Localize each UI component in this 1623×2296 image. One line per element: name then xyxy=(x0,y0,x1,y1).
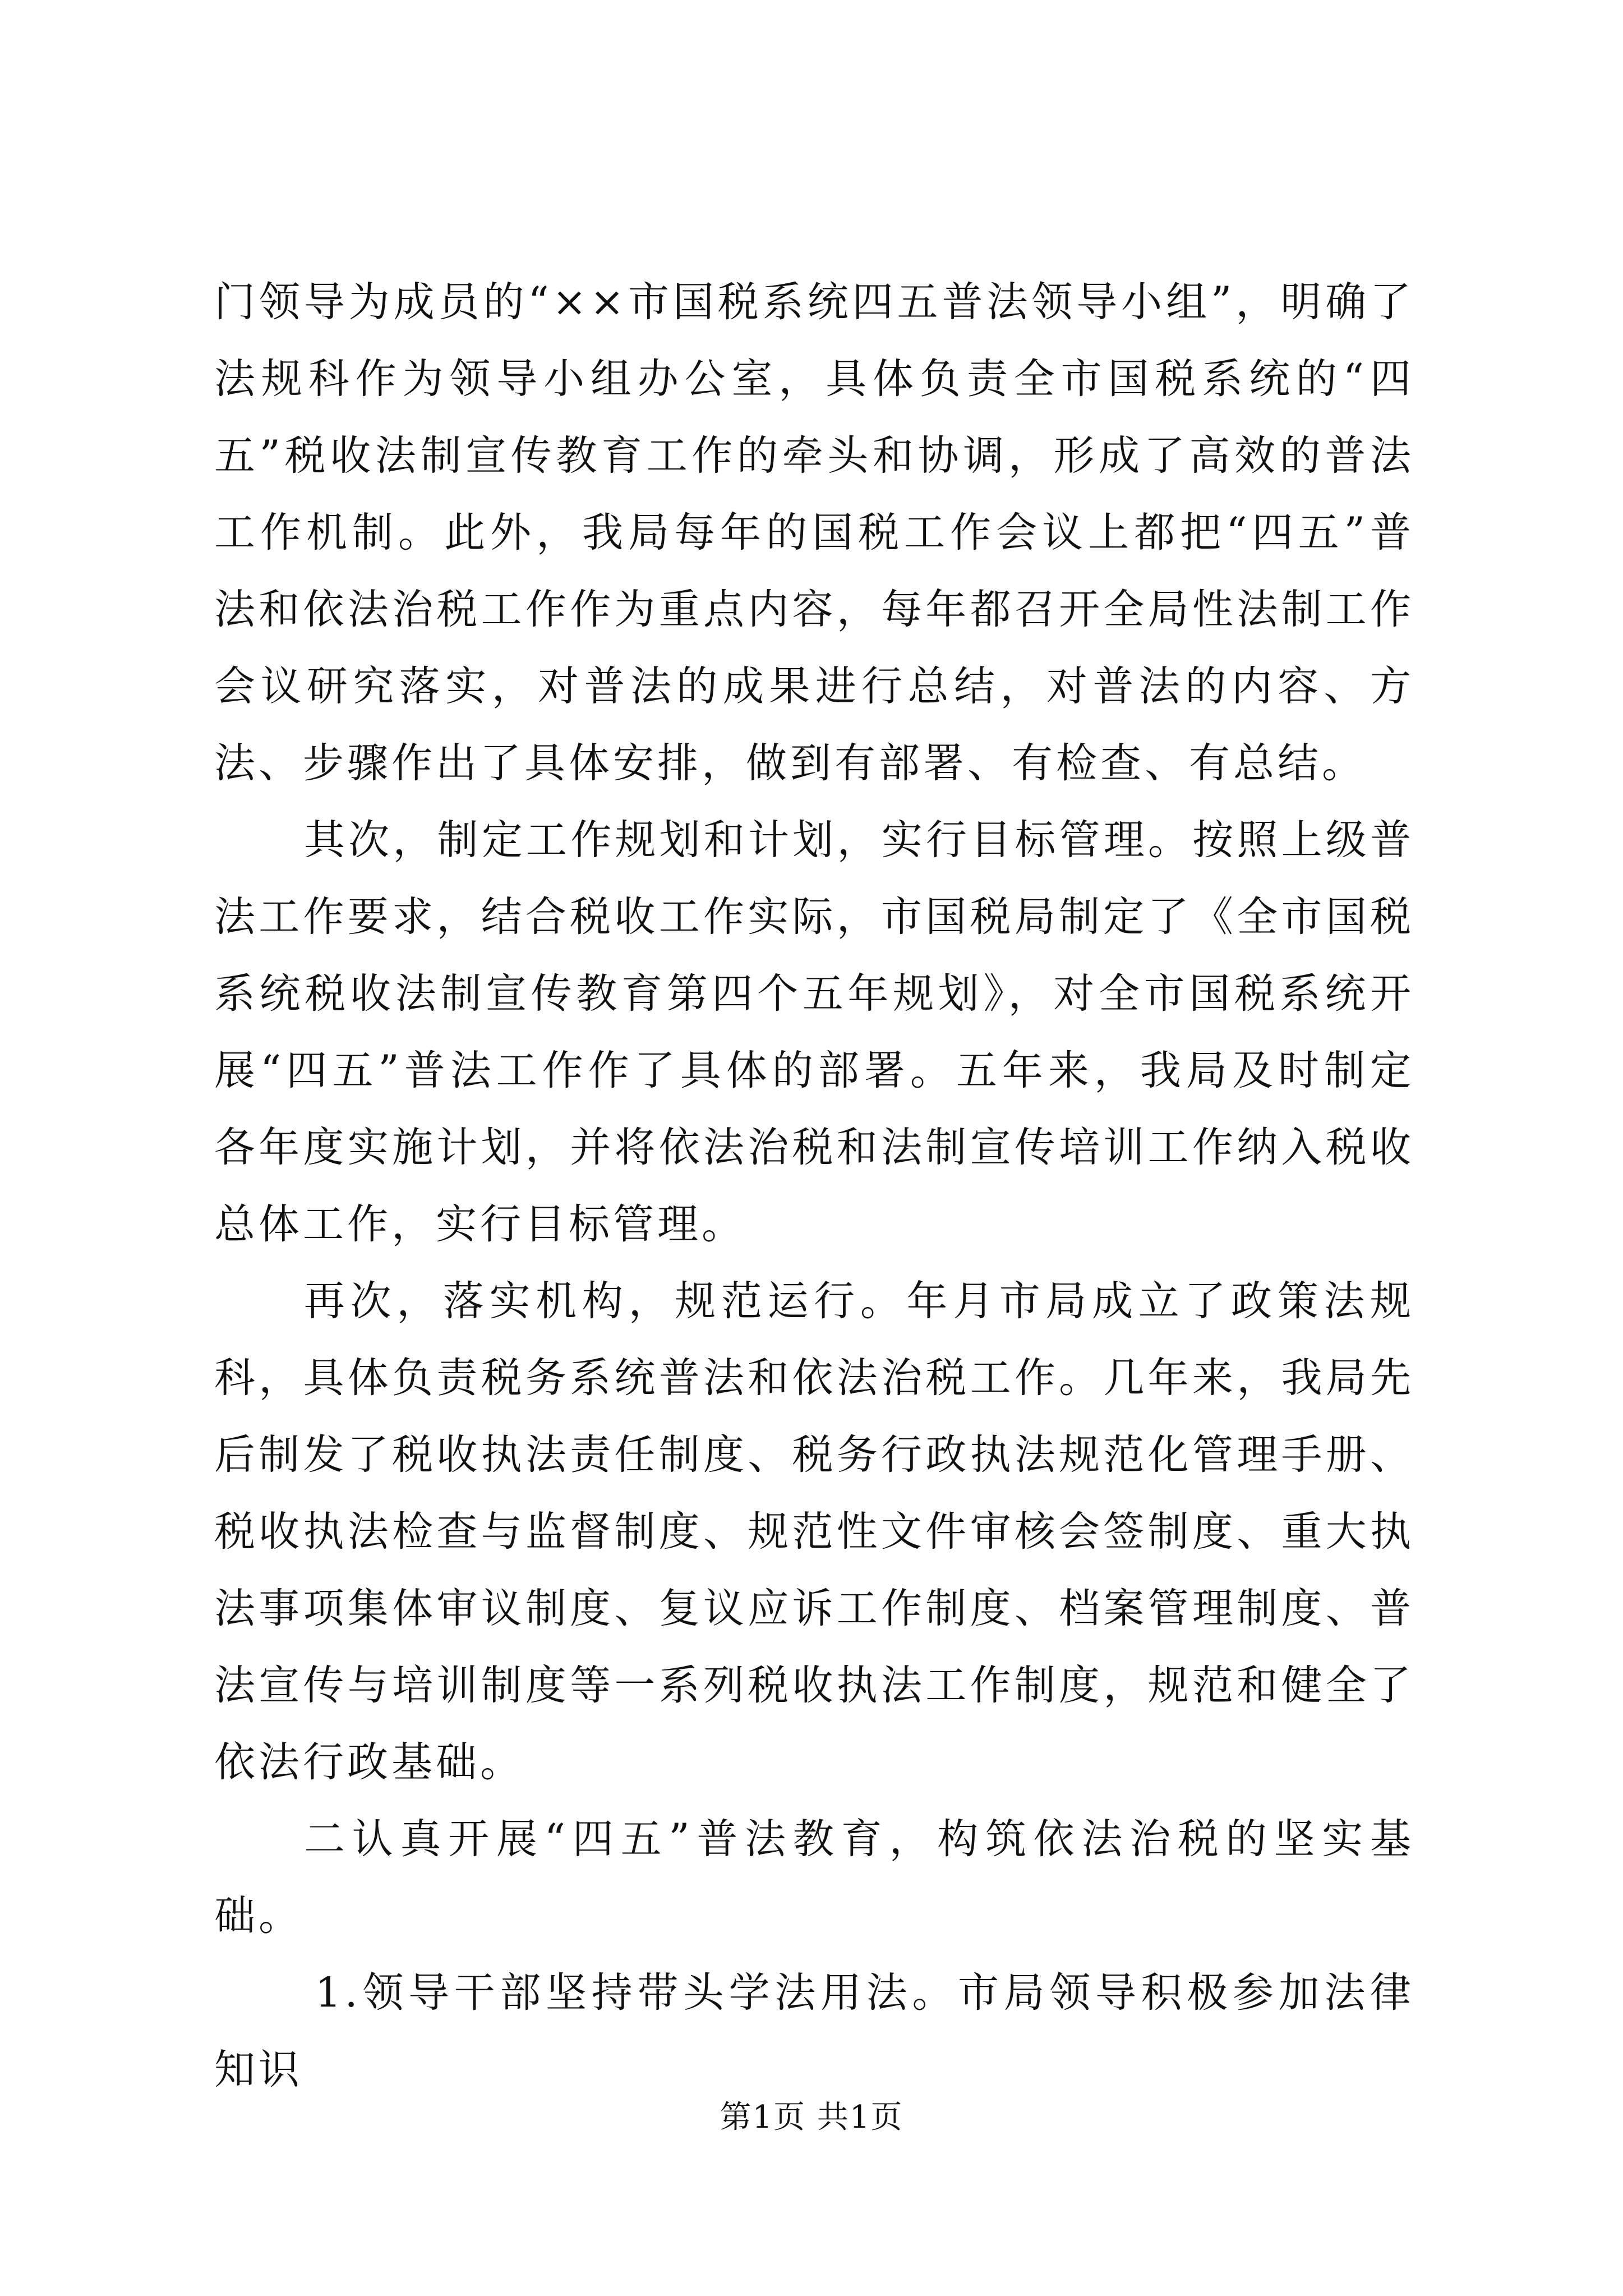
page-footer: 第1页 共1页 xyxy=(720,2099,903,2136)
paragraph-section-heading: 二认真开展“四五”普法教育，构筑依法治税的坚实基础。 xyxy=(214,1815,1414,1940)
paragraph-work-plan: 其次，制定工作规划和计划，实行目标管理。按照上级普法工作要求，结合税收工作实际，市国税局制定了《全市国税系统税收法制宣传教育第四个五年规划》，对全市国税系统开展“四五”普法工作作了具体的部署。五年来，我局及时制定各年度实施计划，并将依法治税和法制宣传培训工作纳入税收总体工作，实行目标管理。 xyxy=(214,816,1414,1248)
document-body xyxy=(214,264,1414,2108)
paragraph-leaders-study-law: 1.领导干部坚持带头学法用法。市局领导积极参加法律知识 xyxy=(214,1969,1414,2093)
paragraph-institutions: 再次，落实机构，规范运行。年月市局成立了政策法规科，具体负责税务系统普法和依法治税工作。几年来，我局先后制发了税收执法责任制度、税务行政执法规范化管理手册、税收执法检查与监督制度、规范性文件审核会签制度、重大执法事项集体审议制度、复议应诉工作制度、档案管理制度、普法宣传与培训制度等一系列税收执法工作制度，规范和健全了依法行政基础。 xyxy=(214,1277,1414,1786)
paragraph-leadership-group: 门领导为成员的“××市国税系统四五普法领导小组”，明确了法规科作为领导小组办公室，具体负责全市国税系统的“四五”税收法制宣传教育工作的牵头和协调，形成了高效的普法工作机制。此外，我局每年的国税工作会议上都把“四五”普法和依法治税工作作为重点内容，每年都召开全局性法制工作会议研究落实，对普法的成果进行总结，对普法的内容、方法、步骤作出了具体安排，做到有部署、有检查、有总结。 xyxy=(214,278,1414,787)
